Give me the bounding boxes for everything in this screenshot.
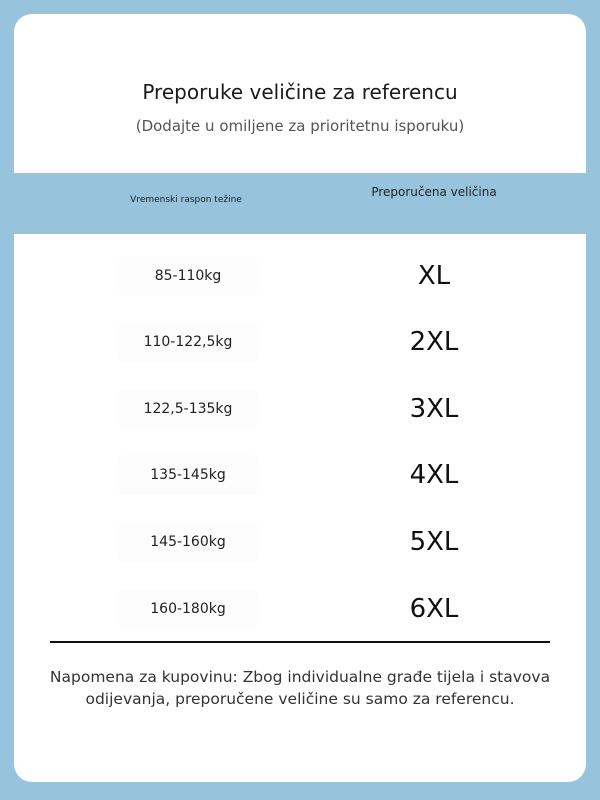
page-subtitle: (Dodajte u omiljene za prioritetnu isporuku): [135, 117, 465, 135]
weight-cell: 145-160kg: [118, 522, 258, 562]
size-cell: 5XL: [409, 527, 459, 557]
weight-cell: 160-180kg: [118, 589, 258, 629]
weight-cell: 110-122,5kg: [118, 322, 258, 362]
weight-cell: 85-110kg: [118, 256, 258, 296]
size-cell: 2XL: [409, 327, 459, 357]
table-header: [14, 173, 586, 234]
size-cell: 3XL: [409, 394, 459, 424]
purchase-note: Napomena za kupovinu: Zbog individualne građe tijela i stavova odijevanja, preporučene veličine su samo za referencu.: [49, 668, 551, 708]
size-chart-card: [14, 14, 586, 782]
header-recommended-size: Preporučena veličina: [371, 185, 497, 199]
divider: [50, 641, 550, 643]
header-weight-range: Vremenski raspon težine: [130, 195, 242, 205]
table-row: [14, 455, 586, 499]
table-row: [14, 589, 586, 633]
weight-cell: 135-145kg: [118, 455, 258, 495]
size-cell: 4XL: [409, 460, 459, 490]
size-cell: XL: [417, 261, 451, 291]
table-row: [14, 322, 586, 366]
weight-cell: 122,5-135kg: [118, 389, 258, 429]
page-title: Preporuke veličine za referencu: [142, 80, 458, 104]
table-row: [14, 256, 586, 300]
size-cell: 6XL: [409, 594, 459, 624]
table-row: [14, 389, 586, 433]
table-row: [14, 522, 586, 566]
